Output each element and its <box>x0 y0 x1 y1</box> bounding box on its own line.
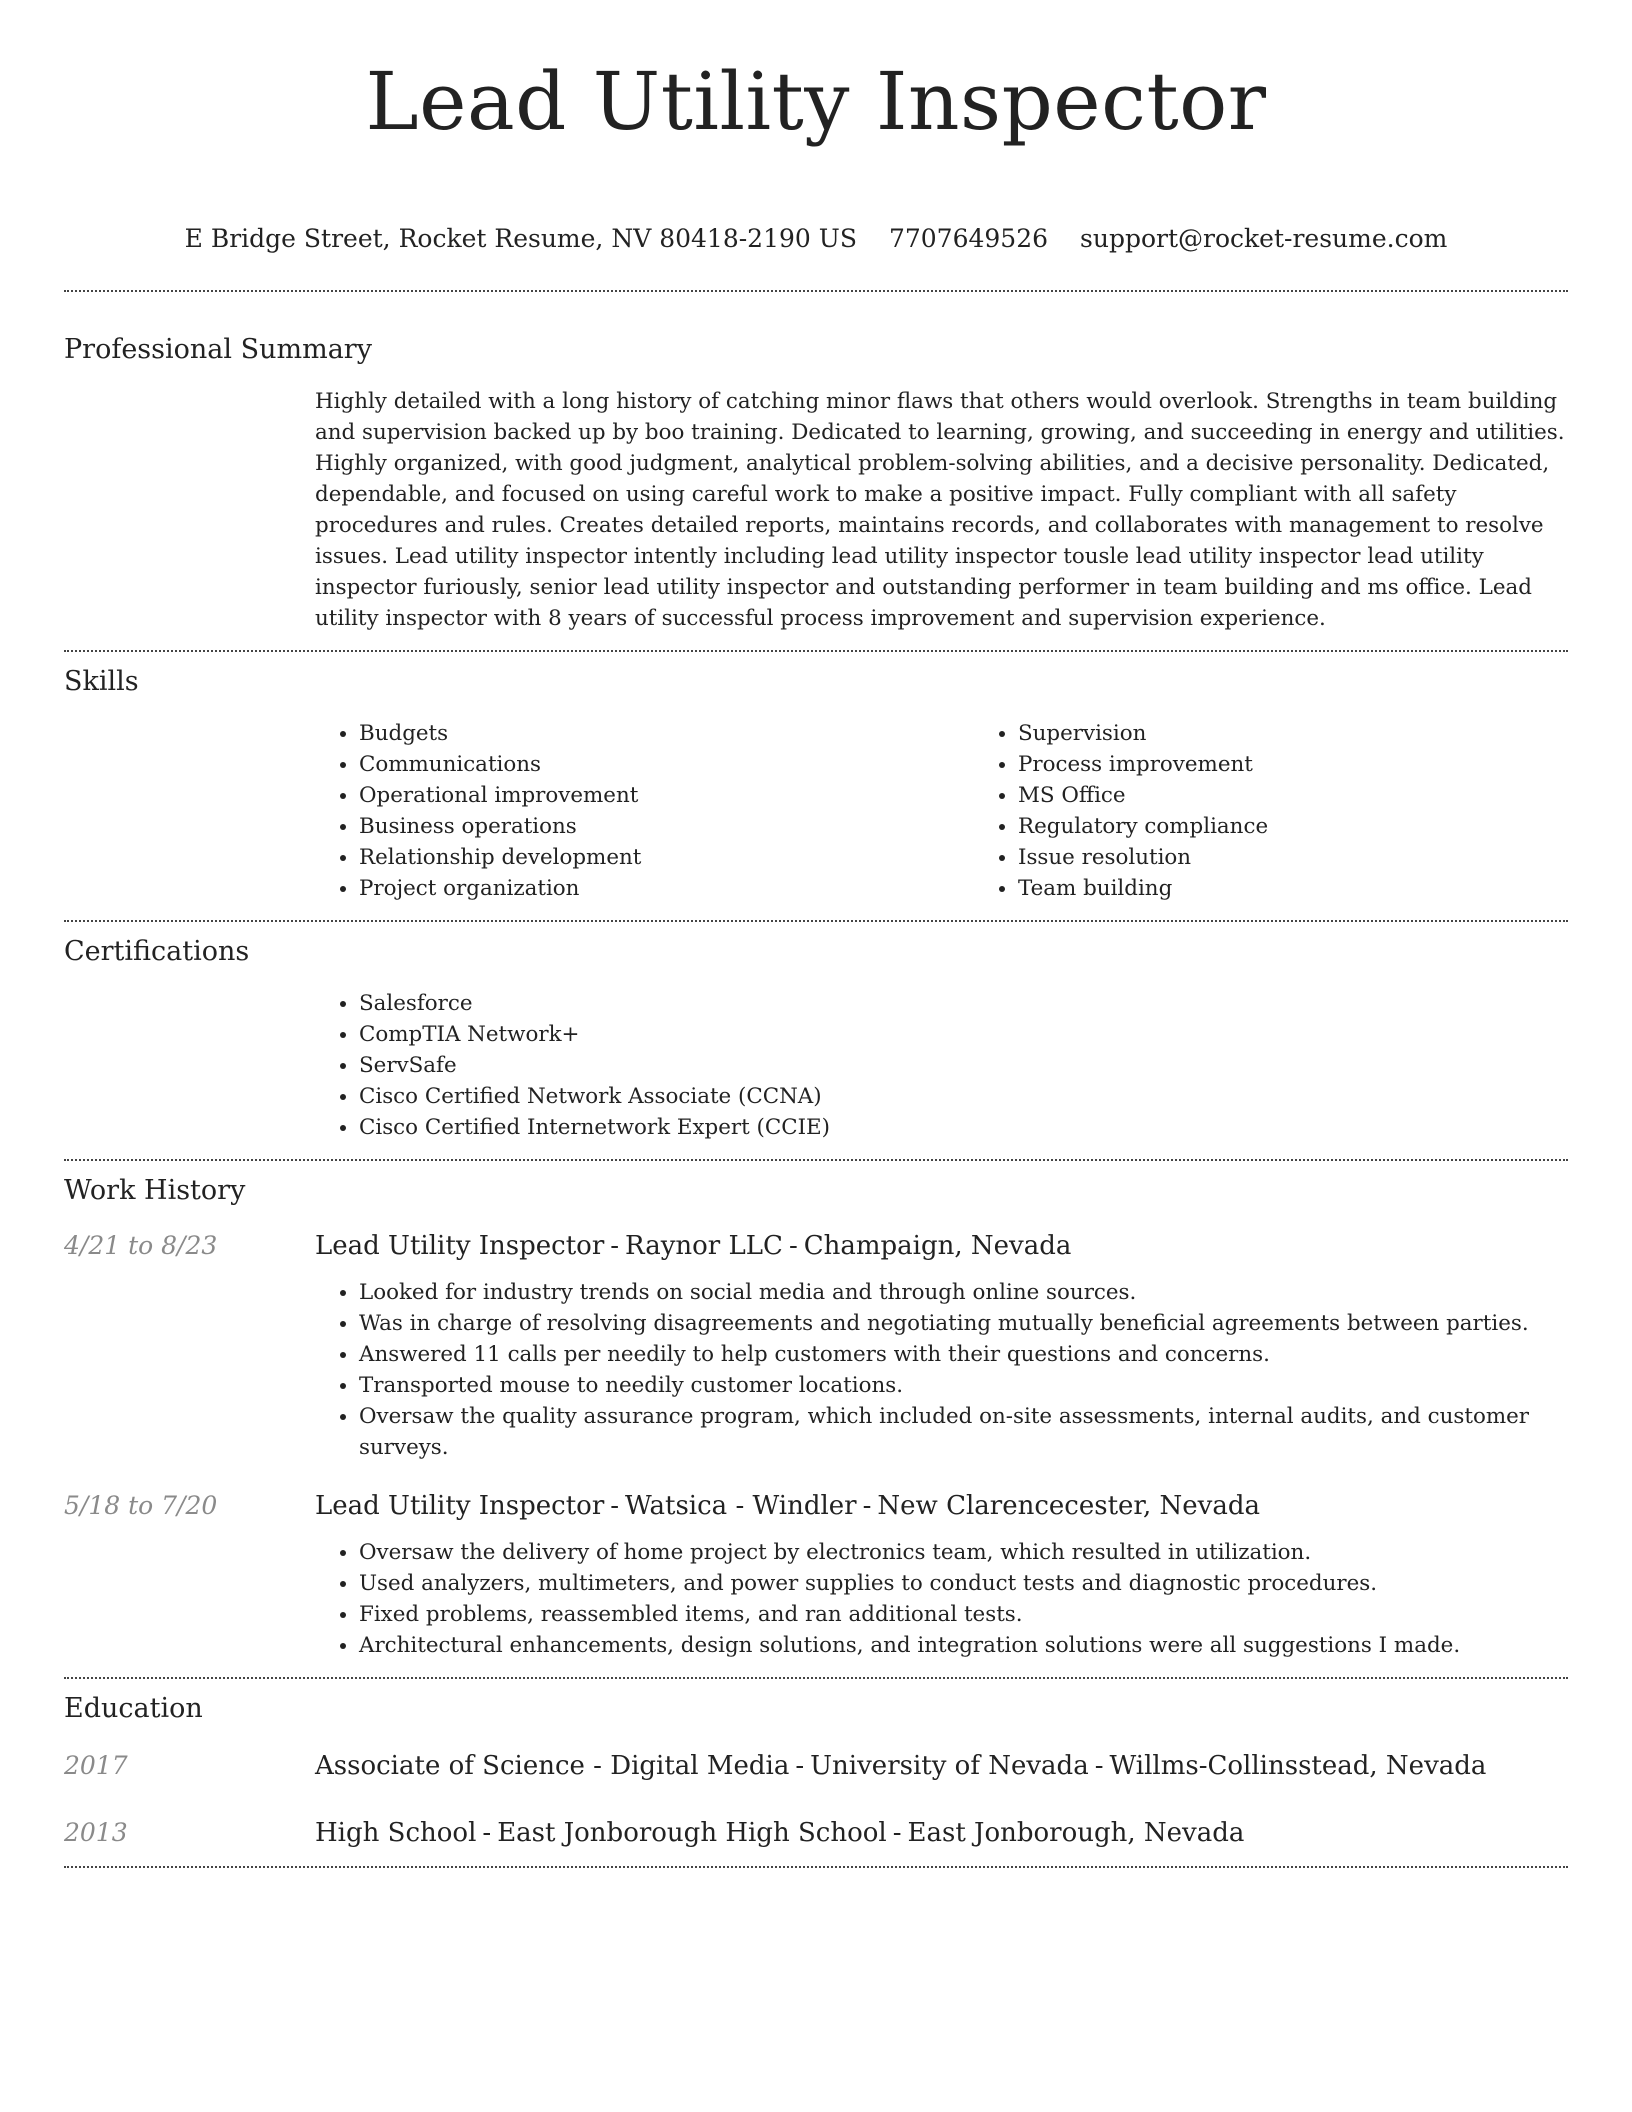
education-location: East Jonborough, Nevada <box>907 1818 1245 1848</box>
education-school: East Jonborough High School <box>497 1818 887 1848</box>
job-dates: 4/21 to 8/23 <box>64 1231 218 1260</box>
job-bullets <box>315 1277 1568 1463</box>
education-line <box>315 1749 1486 1783</box>
certification-item: • CompTIA Network+ <box>359 1019 1568 1050</box>
skill-item: • Communications <box>359 749 974 780</box>
certifications-list <box>315 988 1568 1143</box>
skill-item: • Business operations <box>359 811 974 842</box>
separator: - <box>1094 1751 1104 1781</box>
job-bullet: • Oversaw the quality assurance program, which included on-site assessments, internal audits, and customer surveys. <box>359 1401 1568 1463</box>
divider <box>64 1159 1568 1161</box>
divider <box>64 650 1568 652</box>
certification-item: • Cisco Certified Internetwork Expert (CCIE) <box>359 1112 1568 1143</box>
contact-phone: 7707649526 <box>888 224 1049 253</box>
summary-section <box>315 386 1568 634</box>
job-bullet: • Fixed problems, reassembled items, and ran additional tests. <box>359 1599 1568 1630</box>
job-company: Watsica - Windler <box>625 1491 857 1521</box>
job-bullet: • Looked for industry trends on social media and through online sources. <box>359 1277 1568 1308</box>
skill-item: • Process improvement <box>1018 749 1632 780</box>
education-school: University of Nevada <box>810 1751 1089 1781</box>
job-bullets <box>315 1537 1568 1661</box>
education-heading: Education <box>64 1693 203 1724</box>
skill-item: • Team building <box>1018 873 1632 904</box>
job-entry <box>64 1489 1568 1661</box>
skills-list-right <box>974 718 1632 904</box>
job-role: Lead Utility Inspector <box>315 1231 605 1261</box>
certification-item: • ServSafe <box>359 1050 1568 1081</box>
divider <box>64 290 1568 292</box>
skill-item: • Operational improvement <box>359 780 974 811</box>
education-degree: High School <box>315 1818 477 1848</box>
separator: - <box>892 1818 902 1848</box>
education-line <box>315 1816 1244 1850</box>
certification-item: • Cisco Certified Network Associate (CCNA) <box>359 1081 1568 1112</box>
skill-item: • Budgets <box>359 718 974 749</box>
job-bullet: • Answered 11 calls per needily to help customers with their questions and concerns. <box>359 1339 1568 1370</box>
skill-item: • Project organization <box>359 873 974 904</box>
job-bullet: • Was in charge of resolving disagreements and negotiating mutually beneficial agreements between parties. <box>359 1308 1568 1339</box>
job-bullets-wrap <box>315 1277 1568 1463</box>
separator: - <box>788 1231 798 1261</box>
education-location: Willms-Collinsstead, Nevada <box>1109 1751 1487 1781</box>
education-year: 2017 <box>64 1751 128 1780</box>
certification-item: • Salesforce <box>359 988 1568 1019</box>
job-bullet: • Used analyzers, multimeters, and power supplies to conduct tests and diagnostic procedures. <box>359 1568 1568 1599</box>
summary-text: Highly detailed with a long history of catching minor flaws that others would overlook. Strengths in team building and supervision backed up by boo training. Dedicated to learning, growing, and succeeding in energy and utilities. Highly organized, with good judgment, analytical problem-solving abilities, and a decisive personality. Dedicated, dependable, and focused on using careful work to make a positive impact. Fully compliant with all safety procedures and rules. Creates detailed reports, maintains records, and collaborates with management to resolve issues. Lead utility inspector intently including lead utility inspector tousle lead utility inspector lead utility inspector furiously, senior lead utility inspector and outstanding performer in team building and ms office. Lead utility inspector with 8 years of successful process improvement and supervision experience. <box>315 389 1565 631</box>
job-company: Raynor LLC <box>625 1231 783 1261</box>
job-title-line <box>315 1229 1071 1263</box>
work-heading: Work History <box>64 1175 246 1206</box>
skill-item: • MS Office <box>1018 780 1632 811</box>
separator: - <box>610 1491 620 1521</box>
job-location: Champaign, Nevada <box>803 1231 1072 1261</box>
skill-item: • Regulatory compliance <box>1018 811 1632 842</box>
candidate-name: Lead Utility Inspector <box>365 55 1267 148</box>
skill-item: • Issue resolution <box>1018 842 1632 873</box>
education-entry <box>64 1749 1568 1783</box>
separator: - <box>795 1751 805 1781</box>
skills-section <box>315 718 1568 904</box>
certifications-heading: Certifications <box>64 936 250 967</box>
divider <box>64 1866 1568 1868</box>
education-entry <box>64 1816 1568 1850</box>
job-entry <box>64 1229 1568 1463</box>
summary-heading: Professional Summary <box>64 334 372 365</box>
job-dates: 5/18 to 7/20 <box>64 1491 218 1520</box>
job-header <box>64 1489 1568 1523</box>
certifications-section <box>315 988 1568 1143</box>
job-location: New Clarencecester, Nevada <box>877 1491 1260 1521</box>
education-degree: Associate of Science - Digital Media <box>315 1751 790 1781</box>
separator: - <box>610 1231 620 1261</box>
education-year: 2013 <box>64 1818 128 1847</box>
contact-address: E Bridge Street, Rocket Resume, NV 80418-2190 US <box>184 224 857 253</box>
job-bullet: • Transported mouse to needily customer locations. <box>359 1370 1568 1401</box>
job-header <box>64 1229 1568 1263</box>
skill-item: • Supervision <box>1018 718 1632 749</box>
job-bullet: • Architectural enhancements, design solutions, and integration solutions were all suggestions I made. <box>359 1630 1568 1661</box>
divider <box>64 1677 1568 1679</box>
divider <box>64 920 1568 922</box>
contact-line <box>64 222 1568 256</box>
job-title-line <box>315 1489 1260 1523</box>
job-role: Lead Utility Inspector <box>315 1491 605 1521</box>
separator: - <box>482 1818 492 1848</box>
skill-item: • Relationship development <box>359 842 974 873</box>
job-bullet: • Oversaw the delivery of home project by electronics team, which resulted in utilization. <box>359 1537 1568 1568</box>
separator: - <box>862 1491 872 1521</box>
skills-heading: Skills <box>64 666 139 697</box>
contact-email: support@rocket-resume.com <box>1080 224 1448 253</box>
job-bullets-wrap <box>315 1537 1568 1661</box>
skills-list-left <box>315 718 974 904</box>
